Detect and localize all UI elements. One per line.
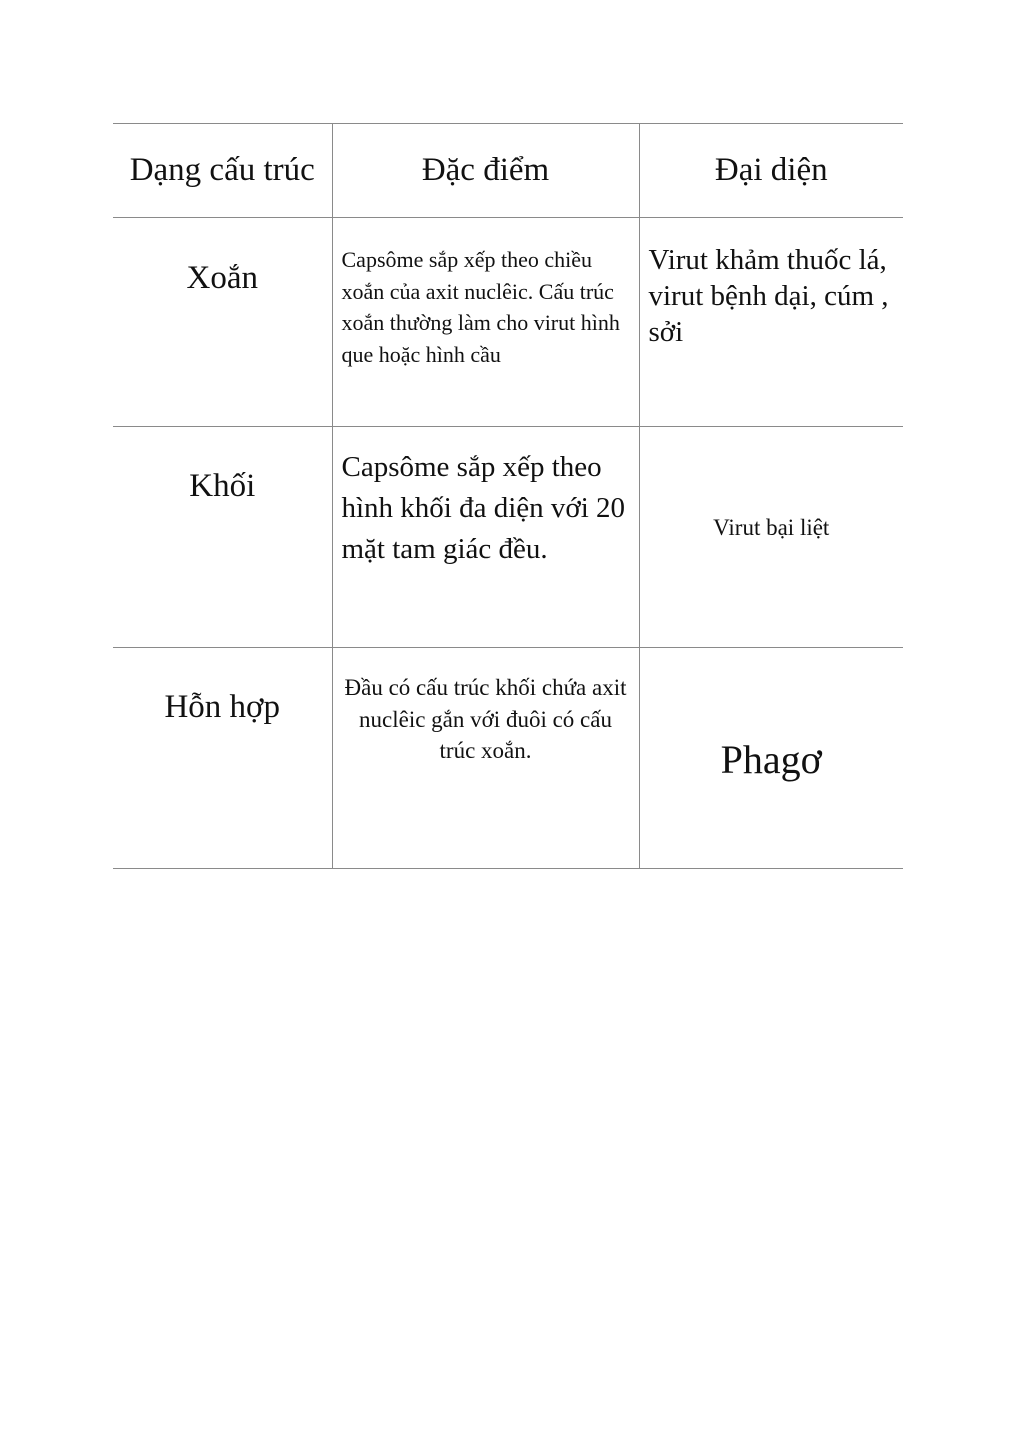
- header-structure-type: Dạng cấu trúc: [113, 124, 332, 218]
- virus-structure-table: [113, 123, 903, 869]
- structure-table: [113, 123, 903, 869]
- table-row: [113, 648, 903, 869]
- cell-representative: Virut khảm thuốc lá, virut bệnh dại, cúm , sởi: [639, 218, 903, 427]
- cell-structure-type: Xoắn: [113, 218, 332, 427]
- cell-representative: Virut bại liệt: [639, 427, 903, 648]
- cell-structure-type: Khối: [113, 427, 332, 648]
- cell-structure-type: Hỗn hợp: [113, 648, 332, 869]
- cell-characteristics: Đầu có cấu trúc khối chứa axit nuclêic gắn với đuôi có cấu trúc xoắn.: [332, 648, 639, 869]
- table-row: [113, 427, 903, 648]
- header-representative: Đại diện: [639, 124, 903, 218]
- cell-characteristics: Capsôme sắp xếp theo hình khối đa diện với 20 mặt tam giác đều.: [332, 427, 639, 648]
- cell-representative: Phagơ: [639, 648, 903, 869]
- cell-characteristics: Capsôme sắp xếp theo chiều xoắn của axit nuclêic. Cấu trúc xoắn thường làm cho virut hình que hoặc hình cầu: [332, 218, 639, 427]
- table-row: [113, 218, 903, 427]
- table-header-row: [113, 124, 903, 218]
- header-characteristics: Đặc điểm: [332, 124, 639, 218]
